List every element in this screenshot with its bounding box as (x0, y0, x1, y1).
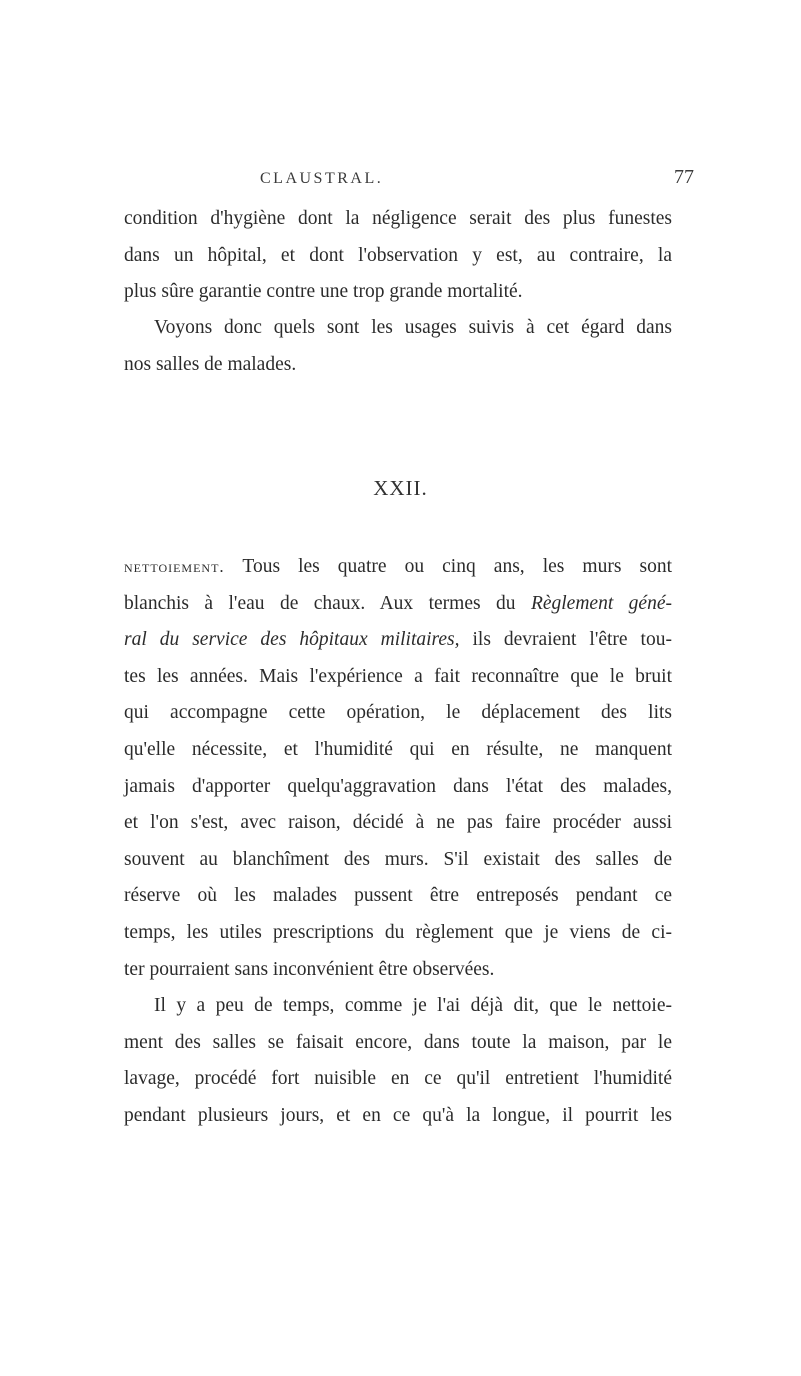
text-line: qui accompagne cette opération, le déplacement des lits (124, 702, 672, 724)
section-lead-word: nettoiement. (124, 557, 225, 576)
text-line: jamais d'apporter quelqu'aggravation dans l'état des malades, (124, 775, 672, 797)
text-line (124, 622, 672, 659)
text-line (124, 586, 672, 623)
text-line: Il y a peu de temps, comme je l'ai déjà dit, que le nettoie- (154, 995, 672, 1016)
text-line (124, 549, 672, 586)
text-span: Tous les quatre ou cinq ans, les murs sont (224, 556, 672, 577)
text-line: condition d'hygiène dont la négligence serait des plus funestes (124, 208, 672, 229)
paragraph-2 (124, 310, 672, 383)
text-line: souvent au blanchîment des murs. S'il existait des salles de (124, 848, 672, 870)
text-line: temps, les utiles prescriptions du règlement que je viens de ci- (124, 921, 672, 943)
text-line: et l'on s'est, avec raison, décidé à ne pas faire procéder aussi (124, 812, 672, 834)
text-span: blanchis à l'eau de chaux. Aux termes du (124, 592, 531, 614)
page-header (0, 166, 801, 192)
text-span: ils devraient l'être tou- (459, 629, 672, 651)
paragraph-1 (124, 201, 672, 311)
text-line: Voyons donc quels sont les usages suivis à cet égard dans (154, 317, 672, 338)
italic-title: Règlement géné- (530, 592, 672, 614)
text-line: nos salles de malades. (124, 353, 297, 375)
text-line: tes les années. Mais l'expérience a fait reconnaître que le bruit (124, 665, 672, 687)
text-line: dans un hôpital, et dont l'observation y est, au contraire, la (124, 244, 672, 266)
paragraph-3 (124, 549, 672, 988)
italic-title: ral du service des hôpitaux militaires, (124, 629, 460, 651)
text-line: pendant plusieurs jours, et en ce qu'à la longue, il pourrit les (124, 1104, 672, 1126)
text-line: qu'elle nécessite, et l'humidité qui en résulte, ne manquent (124, 738, 672, 760)
text-line: ter pourraient sans inconvénient être observées. (124, 958, 495, 980)
paragraph-4 (124, 988, 672, 1134)
section-number: XXII. (373, 476, 428, 500)
text-line: lavage, procédé fort nuisible en ce qu'il entretient l'humidité (124, 1068, 672, 1090)
running-title: CLAUSTRAL. (260, 170, 384, 187)
text-line: ment des salles se faisait encore, dans toute la maison, par le (124, 1031, 672, 1053)
page-number: 77 (674, 166, 694, 188)
text-line: plus sûre garantie contre une trop grande mortalité. (124, 281, 523, 303)
text-line: réserve où les malades pussent être entreposés pendant ce (124, 885, 672, 907)
